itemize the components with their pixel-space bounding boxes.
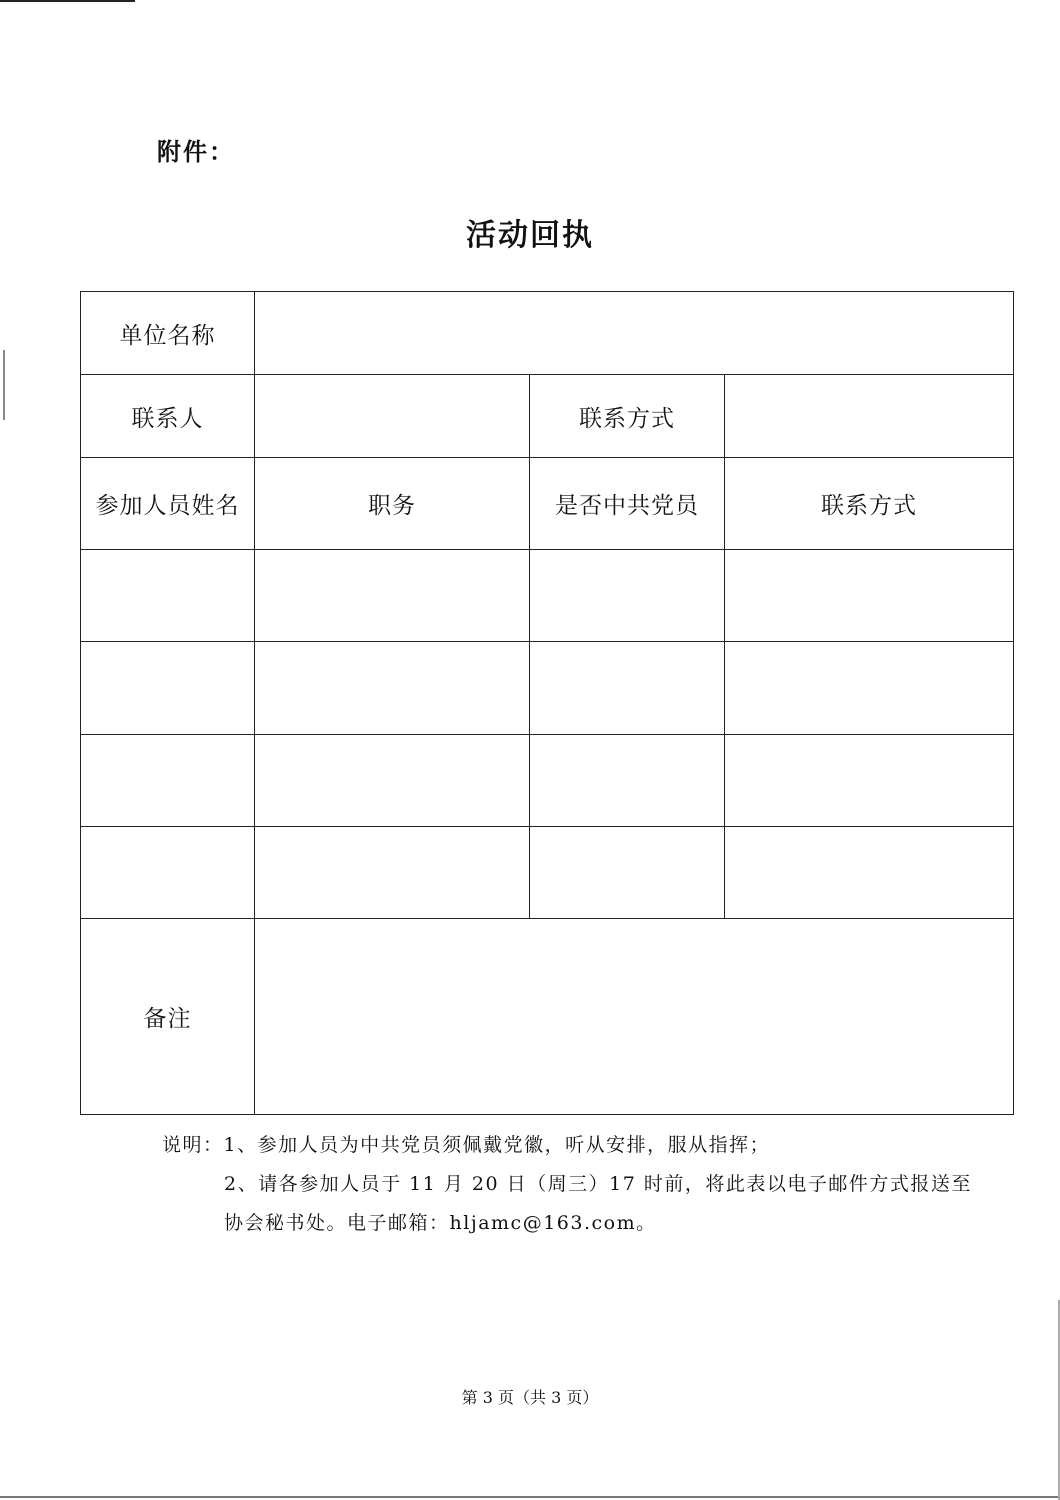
- participant-name-cell[interactable]: [81, 827, 255, 919]
- table-row: [81, 550, 1014, 642]
- party-member-header: 是否中共党员: [530, 458, 725, 550]
- note-line-1: 说明：1、参加人员为中共党员须佩戴党徽，听从安排，服从指挥；: [162, 1134, 771, 1156]
- participant-name-cell[interactable]: [81, 735, 255, 827]
- scan-edge-mark: [0, 0, 135, 2]
- position-cell[interactable]: [255, 642, 530, 735]
- position-cell[interactable]: [255, 735, 530, 827]
- remarks-label: 备注: [81, 919, 255, 1115]
- note-line-3: 协会秘书处。电子邮箱：hljamc@163.com。: [224, 1212, 657, 1234]
- note-line-2: 2、请各参加人员于 11 月 20 日（周三）17 时前，将此表以电子邮件方式报送至: [224, 1173, 972, 1195]
- contact-method-label: 联系方式: [530, 375, 725, 458]
- participant-contact-cell[interactable]: [725, 735, 1014, 827]
- participant-contact-cell[interactable]: [725, 642, 1014, 735]
- unit-name-label: 单位名称: [81, 292, 255, 375]
- table-row: [81, 375, 1014, 458]
- document-title: 活动回执: [466, 218, 594, 253]
- contact-person-field[interactable]: [255, 375, 530, 458]
- position-header: 职务: [255, 458, 530, 550]
- page-number: 第 3 页（共 3 页）: [461, 1388, 599, 1407]
- participant-name-cell[interactable]: [81, 642, 255, 735]
- position-cell[interactable]: [255, 550, 530, 642]
- party-member-cell[interactable]: [530, 827, 725, 919]
- contact-method-field[interactable]: [725, 375, 1014, 458]
- party-member-cell[interactable]: [530, 642, 725, 735]
- participant-name-header: 参加人员姓名: [81, 458, 255, 550]
- participant-name-cell[interactable]: [81, 550, 255, 642]
- position-cell[interactable]: [255, 827, 530, 919]
- table-row: [81, 292, 1014, 375]
- remarks-field[interactable]: [255, 919, 1014, 1115]
- participant-contact-cell[interactable]: [725, 827, 1014, 919]
- receipt-form-table: [80, 291, 1014, 1115]
- table-row: [81, 642, 1014, 735]
- unit-name-field[interactable]: [255, 292, 1014, 375]
- scan-edge-mark: [0, 1496, 1060, 1498]
- participant-contact-header: 联系方式: [725, 458, 1014, 550]
- notes-section: [162, 1126, 982, 1243]
- party-member-cell[interactable]: [530, 550, 725, 642]
- table-row: [81, 735, 1014, 827]
- scan-edge-mark: [3, 350, 5, 420]
- participant-contact-cell[interactable]: [725, 550, 1014, 642]
- contact-person-label: 联系人: [81, 375, 255, 458]
- attachment-label: 附件：: [157, 137, 235, 166]
- table-row: [81, 827, 1014, 919]
- party-member-cell[interactable]: [530, 735, 725, 827]
- table-header-row: [81, 458, 1014, 550]
- table-row: [81, 919, 1014, 1115]
